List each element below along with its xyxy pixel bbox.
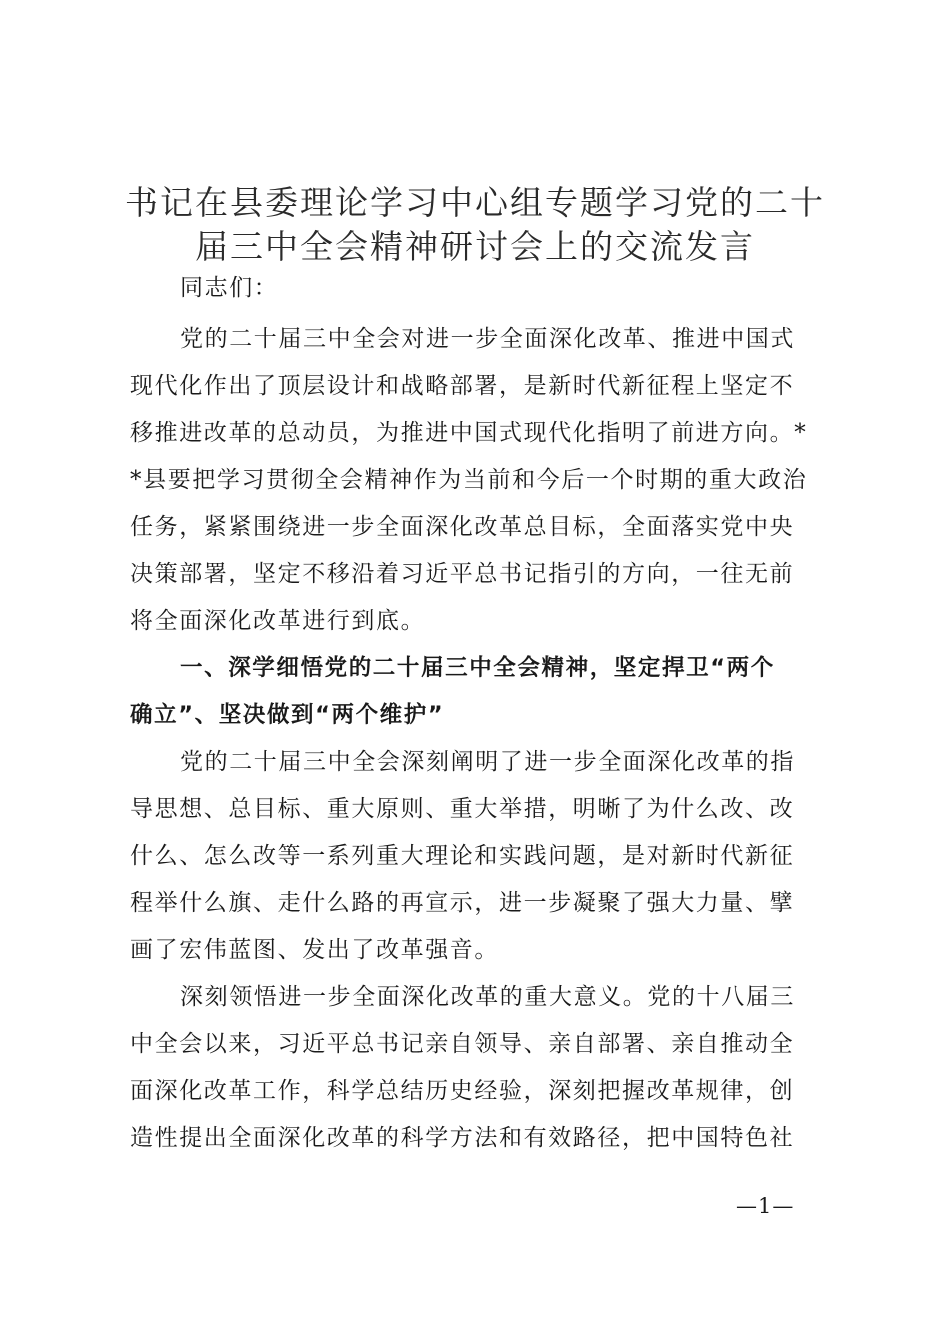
paragraph-1-line: 党的二十届三中全会对进一步全面深化改革、推进中国式 xyxy=(180,326,795,352)
paragraph-2-line: 党的二十届三中全会深刻阐明了进一步全面深化改革的指 xyxy=(180,749,795,775)
paragraph-1-line: 将全面深化改革进行到底。 xyxy=(130,608,426,634)
paragraph-2-line: 画了宏伟蓝图、发出了改革强音。 xyxy=(130,937,499,963)
section-heading-1-line: 确立”、坚决做到“两个维护” xyxy=(130,702,445,728)
paragraph-3-line: 面深化改革工作，科学总结历史经验，深刻把握改革规律，创 xyxy=(130,1078,795,1104)
paragraph-1-line: 决策部署，坚定不移沿着习近平总书记指引的方向，一往无前 xyxy=(130,561,795,587)
document-title-line-1: 书记在县委理论学习中心组专题学习党的二十 xyxy=(125,183,825,222)
paragraph-1-line: 移推进改革的总动员，为推进中国式现代化指明了前进方向。* xyxy=(130,420,808,446)
paragraph-1-line: *县要把学习贯彻全会精神作为当前和今后一个时期的重大政治 xyxy=(130,467,808,493)
paragraph-2-line: 什么、怎么改等一系列重大理论和实践问题，是对新时代新征 xyxy=(130,843,795,869)
paragraph-2-line: 导思想、总目标、重大原则、重大举措，明晰了为什么改、改 xyxy=(130,796,795,822)
paragraph-1-line: 现代化作出了顶层设计和战略部署，是新时代新征程上坚定不 xyxy=(130,373,795,399)
document-title-line-2: 届三中全会精神研讨会上的交流发言 xyxy=(195,227,755,266)
paragraph-1-line: 任务，紧紧围绕进一步全面深化改革总目标，全面落实党中央 xyxy=(130,514,795,540)
section-heading-1-line: 一、深学细悟党的二十届三中全会精神，坚定捍卫“两个 xyxy=(180,655,775,681)
paragraph-3-line: 深刻领悟进一步全面深化改革的重大意义。党的十八届三 xyxy=(180,984,795,1010)
paragraph-2-line: 程举什么旗、走什么路的再宣示，进一步凝聚了强大力量、擘 xyxy=(130,890,795,916)
page-number: —1— xyxy=(736,1194,795,1218)
paragraph-3-line: 中全会以来，习近平总书记亲自领导、亲自部署、亲自推动全 xyxy=(130,1031,795,1057)
paragraph-3-line: 造性提出全面深化改革的科学方法和有效路径，把中国特色社 xyxy=(130,1125,795,1151)
salutation: 同志们： xyxy=(180,275,279,301)
